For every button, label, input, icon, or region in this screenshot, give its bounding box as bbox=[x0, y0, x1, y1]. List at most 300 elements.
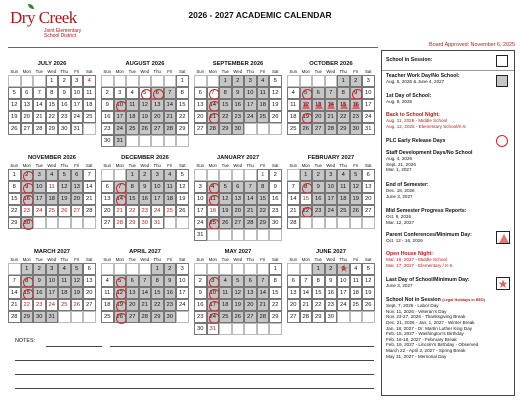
weekday-label: Sat bbox=[272, 257, 279, 262]
day-cell: 1 bbox=[151, 263, 164, 275]
day-cell: 15 bbox=[126, 193, 139, 205]
weekday-label: Thu bbox=[153, 163, 161, 168]
day-cell: 11 bbox=[219, 287, 232, 299]
day-cell: 24 bbox=[337, 299, 350, 311]
day-cell: 16 bbox=[164, 287, 177, 299]
day-cell: 15 bbox=[257, 193, 270, 205]
weekday-label: Fri bbox=[74, 257, 80, 262]
weekday-label: Tue bbox=[128, 163, 136, 168]
empty-day-cell bbox=[312, 217, 325, 229]
day-cell: 23 bbox=[194, 311, 207, 323]
day-cell: 19 bbox=[139, 111, 152, 123]
weekday-label: Tue bbox=[128, 257, 136, 262]
day-cell: 21 bbox=[114, 205, 127, 217]
month-title: MAY 2027 bbox=[224, 249, 252, 255]
day-cell: 31 bbox=[207, 323, 220, 335]
day-cell: 3 bbox=[244, 75, 257, 87]
month-day-grid bbox=[8, 75, 96, 135]
empty-day-cell bbox=[114, 263, 127, 275]
empty-day-cell bbox=[101, 75, 114, 87]
weekday-label: Sun bbox=[103, 257, 112, 262]
notes-line bbox=[15, 374, 374, 375]
day-cell: 14 bbox=[300, 287, 313, 299]
day-cell: 27 bbox=[232, 217, 245, 229]
day-cell: 5 bbox=[176, 169, 189, 181]
day-cell: 15 bbox=[219, 99, 232, 111]
weekday-label: Wed bbox=[140, 257, 150, 262]
day-cell: 7 bbox=[207, 87, 220, 99]
empty-day-cell bbox=[194, 75, 207, 87]
day-cell: 15 bbox=[21, 287, 34, 299]
day-cell: 7 bbox=[257, 275, 270, 287]
day-cell: 6 bbox=[362, 169, 375, 181]
day-cell: 7 bbox=[244, 181, 257, 193]
weekday-label: Sat bbox=[179, 163, 186, 168]
day-cell: 7 bbox=[114, 181, 127, 193]
day-cell: 19 bbox=[269, 99, 282, 111]
day-cell: 20 bbox=[151, 111, 164, 123]
day-cell: 19 bbox=[232, 299, 245, 311]
day-cell: 9 bbox=[350, 87, 363, 99]
weekday-label: Wed bbox=[233, 257, 243, 262]
day-cell: 11 bbox=[257, 87, 270, 99]
empty-day-cell bbox=[257, 263, 270, 275]
day-cell: 13 bbox=[312, 99, 325, 111]
day-cell: 9 bbox=[164, 275, 177, 287]
day-cell: 13 bbox=[232, 193, 245, 205]
day-cell: 25 bbox=[164, 205, 177, 217]
day-cell: 26 bbox=[219, 217, 232, 229]
day-cell: 21 bbox=[164, 111, 177, 123]
weekday-label: Wed bbox=[47, 257, 57, 262]
day-cell: 30 bbox=[269, 217, 282, 229]
day-cell: 6 bbox=[21, 87, 34, 99]
day-cell: 26 bbox=[362, 299, 375, 311]
day-cell: 3 bbox=[207, 275, 220, 287]
empty-day-cell bbox=[164, 217, 177, 229]
day-cell: 25 bbox=[126, 123, 139, 135]
day-cell: 20 bbox=[312, 111, 325, 123]
district-logo bbox=[6, 4, 90, 38]
day-cell: 10 bbox=[337, 275, 350, 287]
day-cell: 11 bbox=[337, 181, 350, 193]
empty-day-cell bbox=[164, 135, 177, 147]
day-cell: 24 bbox=[176, 299, 189, 311]
day-cell: 15 bbox=[337, 99, 350, 111]
day-cell: 5 bbox=[8, 87, 21, 99]
day-cell: 4 bbox=[207, 181, 220, 193]
day-cell: 11 bbox=[287, 99, 300, 111]
empty-day-cell bbox=[207, 169, 220, 181]
day-cell: 4 bbox=[337, 169, 350, 181]
day-cell: 20 bbox=[362, 193, 375, 205]
day-cell: 2 bbox=[164, 263, 177, 275]
day-cell: 30 bbox=[194, 323, 207, 335]
day-cell: 27 bbox=[71, 205, 84, 217]
weekday-label: Sat bbox=[86, 257, 93, 262]
day-cell: 7 bbox=[287, 181, 300, 193]
day-cell: 22 bbox=[337, 111, 350, 123]
empty-day-cell bbox=[232, 323, 245, 335]
day-cell: 16 bbox=[312, 193, 325, 205]
day-cell: 4 bbox=[350, 263, 363, 275]
month-calendar bbox=[194, 248, 282, 335]
day-cell: 26 bbox=[269, 111, 282, 123]
empty-day-cell bbox=[300, 217, 313, 229]
empty-day-cell bbox=[269, 229, 282, 241]
day-cell: 27 bbox=[83, 299, 96, 311]
weekday-label: Sat bbox=[86, 163, 93, 168]
empty-day-cell bbox=[244, 263, 257, 275]
empty-day-cell bbox=[114, 75, 127, 87]
day-cell: 13 bbox=[21, 99, 34, 111]
day-cell: 27 bbox=[21, 123, 34, 135]
empty-day-cell bbox=[219, 169, 232, 181]
logo-subtitle-1: Joint Elementary bbox=[44, 28, 82, 34]
weekday-label: Tue bbox=[35, 163, 43, 168]
day-cell: 23 bbox=[350, 111, 363, 123]
day-cell: 21 bbox=[33, 111, 46, 123]
weekday-label: Wed bbox=[140, 69, 150, 74]
day-cell: 25 bbox=[287, 123, 300, 135]
day-cell: 3 ★ bbox=[337, 263, 350, 275]
legend-divider bbox=[382, 70, 514, 71]
empty-day-cell bbox=[83, 311, 96, 323]
day-cell: 20 bbox=[194, 111, 207, 123]
day-cell: 1 bbox=[8, 169, 21, 181]
day-cell: 6 bbox=[312, 87, 325, 99]
day-cell: 18 bbox=[83, 99, 96, 111]
empty-day-cell bbox=[126, 75, 139, 87]
conference-triangle-icon bbox=[496, 231, 510, 244]
weekday-label: Mon bbox=[301, 257, 310, 262]
weekday-label: Sat bbox=[179, 257, 186, 262]
weekday-label: Fri bbox=[74, 69, 80, 74]
weekday-label: Tue bbox=[128, 69, 136, 74]
day-cell: 7 bbox=[325, 87, 338, 99]
month-title: JULY 2026 bbox=[37, 61, 67, 67]
day-cell: 10 bbox=[33, 181, 46, 193]
weekday-label: Sun bbox=[196, 69, 205, 74]
day-cell: 18 bbox=[257, 99, 270, 111]
day-cell: 1 bbox=[176, 75, 189, 87]
weekday-label: Thu bbox=[339, 257, 347, 262]
month-day-grid bbox=[194, 75, 282, 135]
month-calendar bbox=[287, 154, 375, 229]
weekday-label: Mon bbox=[208, 163, 217, 168]
day-cell: 8 bbox=[46, 87, 59, 99]
weekday-label: Sun bbox=[10, 163, 19, 168]
day-cell: 8 bbox=[21, 275, 34, 287]
month-title: FEBRUARY 2027 bbox=[307, 155, 355, 161]
day-cell: 30 bbox=[139, 217, 152, 229]
day-cell: 25 bbox=[337, 205, 350, 217]
day-cell: 14 bbox=[83, 181, 96, 193]
legend-back-to-school: Back to School Night: Aug. 11, 2026 - Middle School Aug. 12, 2026 - Elementary School/K-5 bbox=[386, 112, 466, 129]
month-title: MARCH 2027 bbox=[33, 249, 71, 255]
weekday-label: Wed bbox=[233, 163, 243, 168]
day-cell: 6 bbox=[101, 181, 114, 193]
weekday-label: Wed bbox=[47, 163, 57, 168]
day-cell: 2 bbox=[269, 169, 282, 181]
empty-day-cell bbox=[83, 123, 96, 135]
weekday-label: Sat bbox=[365, 257, 372, 262]
weekday-label: Mon bbox=[301, 163, 310, 168]
empty-day-cell bbox=[269, 323, 282, 335]
weekday-label: Sat bbox=[179, 69, 186, 74]
day-cell: 8 bbox=[176, 87, 189, 99]
day-cell: 28 bbox=[207, 123, 220, 135]
empty-day-cell bbox=[244, 229, 257, 241]
day-cell: 9 bbox=[33, 275, 46, 287]
empty-day-cell bbox=[362, 311, 375, 323]
day-cell: 16 bbox=[269, 193, 282, 205]
day-cell: 24 bbox=[362, 111, 375, 123]
weekday-label: Fri bbox=[260, 69, 266, 74]
month-title: APRIL 2027 bbox=[129, 249, 161, 255]
day-cell: 16 bbox=[21, 193, 34, 205]
weekday-label: Sat bbox=[272, 69, 279, 74]
day-cell: 2 bbox=[21, 169, 34, 181]
day-cell: 13 bbox=[287, 287, 300, 299]
day-cell: 26 bbox=[176, 205, 189, 217]
day-cell: 3 bbox=[325, 169, 338, 181]
day-cell: 12 bbox=[232, 287, 245, 299]
empty-day-cell bbox=[71, 311, 84, 323]
day-cell: 11 bbox=[126, 99, 139, 111]
day-cell: 11 bbox=[58, 275, 71, 287]
day-cell: 1 bbox=[337, 75, 350, 87]
day-cell: 9 bbox=[139, 181, 152, 193]
day-cell: 2 bbox=[58, 75, 71, 87]
weekday-header bbox=[8, 162, 96, 169]
holiday-item: Jan. 18, 2027 - Dr. Martin Luther King Day bbox=[386, 325, 473, 331]
legend-last-day: Last Day of School/Minimum Day: June 3, 2027 bbox=[386, 277, 470, 289]
empty-day-cell bbox=[176, 135, 189, 147]
day-cell: 25 bbox=[101, 311, 114, 323]
day-cell: 22 bbox=[257, 205, 270, 217]
month-day-grid bbox=[287, 75, 375, 135]
month-calendar bbox=[194, 154, 282, 241]
weekday-label: Sat bbox=[365, 163, 372, 168]
day-cell: 6 bbox=[151, 87, 164, 99]
day-cell: 22 bbox=[176, 111, 189, 123]
day-cell: 16 bbox=[350, 99, 363, 111]
empty-day-cell bbox=[207, 229, 220, 241]
weekday-label: Sat bbox=[365, 69, 372, 74]
day-cell: 30 bbox=[164, 311, 177, 323]
day-cell: 22 bbox=[8, 205, 21, 217]
day-cell: 20 bbox=[287, 299, 300, 311]
day-cell: 3 bbox=[151, 169, 164, 181]
legal-holidays-note: (Legal Holidays in RED) bbox=[442, 298, 486, 302]
empty-day-cell bbox=[325, 75, 338, 87]
day-cell: 5 bbox=[300, 87, 313, 99]
day-cell: 28 bbox=[244, 217, 257, 229]
day-cell: 8 bbox=[126, 181, 139, 193]
empty-day-cell bbox=[71, 217, 84, 229]
day-cell: 29 bbox=[126, 217, 139, 229]
day-cell: 16 bbox=[33, 287, 46, 299]
day-cell: 4 bbox=[101, 275, 114, 287]
day-cell: 23 bbox=[312, 205, 325, 217]
day-cell: 10 bbox=[176, 275, 189, 287]
day-cell: 21 bbox=[325, 111, 338, 123]
day-cell: 3 bbox=[33, 169, 46, 181]
day-cell: 8 bbox=[269, 275, 282, 287]
day-cell: 1 bbox=[219, 75, 232, 87]
day-cell: 28 bbox=[139, 311, 152, 323]
day-cell: 29 bbox=[219, 123, 232, 135]
weekday-label: Sun bbox=[10, 69, 19, 74]
day-cell: 25 bbox=[350, 299, 363, 311]
day-cell: 12 bbox=[176, 181, 189, 193]
day-cell: 27 bbox=[194, 123, 207, 135]
month-title: DECEMBER 2026 bbox=[121, 155, 169, 161]
day-cell: 15 bbox=[269, 287, 282, 299]
month-day-grid bbox=[194, 263, 282, 335]
day-cell: 11 bbox=[83, 87, 96, 99]
empty-day-cell bbox=[176, 217, 189, 229]
empty-day-cell bbox=[114, 169, 127, 181]
day-cell: 15 bbox=[312, 287, 325, 299]
day-cell: 14 bbox=[244, 193, 257, 205]
empty-day-cell bbox=[300, 75, 313, 87]
weekday-label: Mon bbox=[208, 257, 217, 262]
weekday-label: Wed bbox=[233, 69, 243, 74]
empty-day-cell bbox=[139, 135, 152, 147]
day-cell: 10 bbox=[46, 275, 59, 287]
day-cell: 4 bbox=[83, 75, 96, 87]
day-cell: 5 bbox=[58, 169, 71, 181]
day-cell: 3 bbox=[362, 75, 375, 87]
day-cell: 8 bbox=[219, 87, 232, 99]
weekday-header bbox=[8, 256, 96, 263]
weekday-label: Tue bbox=[221, 69, 229, 74]
day-cell: 14 bbox=[33, 99, 46, 111]
day-cell: 22 bbox=[46, 111, 59, 123]
day-cell: 11 bbox=[101, 287, 114, 299]
day-cell: 21 bbox=[244, 205, 257, 217]
month-title: NOVEMBER 2026 bbox=[27, 155, 76, 161]
day-cell: 23 bbox=[101, 123, 114, 135]
day-cell: 27 bbox=[362, 205, 375, 217]
weekday-label: Fri bbox=[167, 257, 173, 262]
day-cell: 25 bbox=[46, 205, 59, 217]
empty-day-cell bbox=[8, 263, 21, 275]
day-cell: 20 bbox=[232, 205, 245, 217]
weekday-label: Sun bbox=[289, 257, 298, 262]
empty-day-cell bbox=[257, 323, 270, 335]
weekday-label: Thu bbox=[246, 163, 254, 168]
day-cell: 8 bbox=[151, 275, 164, 287]
day-cell: 29 bbox=[8, 217, 21, 229]
weekday-header bbox=[194, 256, 282, 263]
day-cell: 19 bbox=[58, 193, 71, 205]
day-cell: 14 bbox=[114, 193, 127, 205]
day-cell: 12 bbox=[350, 181, 363, 193]
empty-day-cell bbox=[219, 323, 232, 335]
day-cell: 4 bbox=[219, 275, 232, 287]
empty-day-cell bbox=[151, 135, 164, 147]
month-calendar bbox=[194, 60, 282, 135]
month-calendar bbox=[101, 248, 189, 323]
day-cell: 3 bbox=[46, 263, 59, 275]
weekday-label: Sun bbox=[103, 69, 112, 74]
day-cell: 20 bbox=[71, 193, 84, 205]
day-cell: 2 bbox=[350, 75, 363, 87]
day-cell: 14 bbox=[8, 287, 21, 299]
day-cell: 12 bbox=[219, 193, 232, 205]
day-cell: 9 bbox=[58, 87, 71, 99]
day-cell: 29 bbox=[21, 311, 34, 323]
day-cell: 18 bbox=[287, 111, 300, 123]
day-cell: 24 bbox=[46, 299, 59, 311]
day-cell: 18 bbox=[101, 299, 114, 311]
weekday-label: Sun bbox=[289, 69, 298, 74]
legend-end-semester: End of Semester: Dec. 18, 2026 June 3, 2027 bbox=[386, 182, 429, 199]
day-cell: 26 bbox=[300, 123, 313, 135]
day-cell: 24 bbox=[114, 123, 127, 135]
month-calendar bbox=[287, 60, 375, 135]
logo-name: Dry Creek bbox=[10, 8, 77, 27]
day-cell: 27 bbox=[244, 311, 257, 323]
empty-day-cell bbox=[126, 135, 139, 147]
day-cell: 16 bbox=[194, 299, 207, 311]
notes-line bbox=[110, 346, 374, 347]
day-cell: 5 bbox=[139, 87, 152, 99]
empty-day-cell bbox=[58, 311, 71, 323]
month-title: JUNE 2027 bbox=[316, 249, 346, 255]
day-cell: 23 bbox=[164, 299, 177, 311]
day-cell: 6 bbox=[83, 263, 96, 275]
day-cell: 4 bbox=[164, 169, 177, 181]
empty-day-cell bbox=[337, 311, 350, 323]
weekday-label: Sun bbox=[103, 163, 112, 168]
day-cell: 24 bbox=[325, 205, 338, 217]
day-cell: 26 bbox=[139, 123, 152, 135]
day-cell: 4 bbox=[126, 87, 139, 99]
day-cell: 18 bbox=[337, 193, 350, 205]
weekday-label: Mon bbox=[115, 69, 124, 74]
day-cell: 20 bbox=[101, 205, 114, 217]
month-calendar bbox=[8, 248, 96, 323]
day-cell: 20 bbox=[244, 299, 257, 311]
day-cell: 2 bbox=[325, 263, 338, 275]
day-cell: 18 bbox=[350, 287, 363, 299]
weekday-label: Wed bbox=[326, 257, 336, 262]
legend-mid-semester: Mid Semester Progress Reports: Oct. 9, 2026 Mar. 12, 2027 bbox=[386, 208, 467, 225]
month-day-grid bbox=[287, 263, 375, 323]
legend-conferences: Parent Conferences/Minimum Day: Oct. 12 - 16, 2026 bbox=[386, 232, 472, 244]
day-cell: 16 bbox=[139, 193, 152, 205]
day-cell: 31 bbox=[151, 217, 164, 229]
day-cell: 19 bbox=[362, 287, 375, 299]
day-cell: 25 bbox=[58, 299, 71, 311]
weekday-label: Tue bbox=[314, 257, 322, 262]
empty-day-cell bbox=[269, 123, 282, 135]
day-cell: 13 bbox=[101, 193, 114, 205]
day-cell: 10 bbox=[194, 193, 207, 205]
weekday-label: Thu bbox=[246, 69, 254, 74]
day-cell: 21 bbox=[83, 193, 96, 205]
notes-label: NOTES: bbox=[15, 338, 36, 344]
day-cell: 31 bbox=[46, 311, 59, 323]
day-cell: 7 bbox=[33, 87, 46, 99]
day-cell: 29 bbox=[151, 311, 164, 323]
day-cell: 22 bbox=[312, 299, 325, 311]
day-cell: 26 bbox=[58, 205, 71, 217]
